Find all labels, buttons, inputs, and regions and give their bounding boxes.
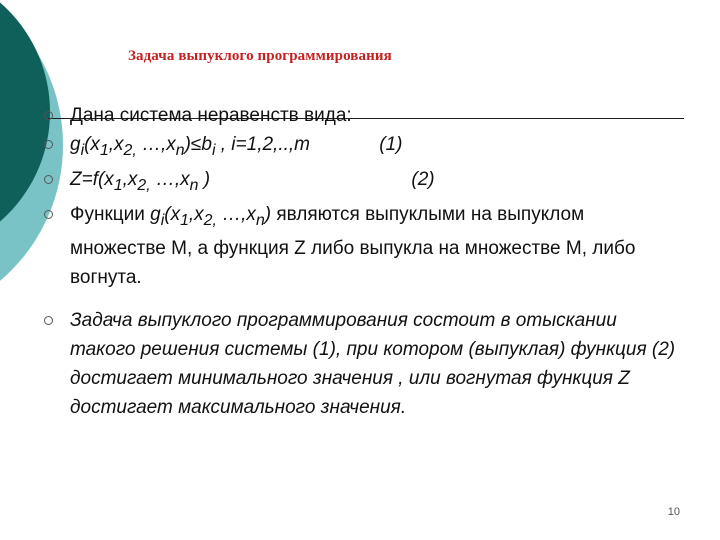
bullet-item — [44, 200, 684, 293]
equation-tag: (1) — [379, 134, 403, 155]
bullet-text: Задача выпуклого программирования состоит в отыскании такого решения системы (1), при котором (выпуклая) функция (2) достигает минимального значения , или вогнутая функция Z достигает максимального значения. — [70, 310, 676, 419]
bullet-text: Дана система неравенств вида: — [70, 105, 352, 126]
ring-bullet-icon — [44, 316, 53, 325]
inequality-formula: $g_i(x_1,x_{2,}$ $\dots,x_n)\le b_i$ , i=1,2,..,m — [70, 134, 310, 159]
page-number: 10 — [667, 506, 680, 518]
bullet-item — [44, 130, 684, 165]
ring-bullet-icon — [44, 140, 53, 149]
equation-tag: (2) — [411, 168, 435, 190]
ring-bullet-icon — [44, 210, 53, 219]
bullet-list — [44, 101, 684, 422]
ring-bullet-icon — [44, 111, 53, 120]
bullet-text: Функции $g_i(x_1,x_{2,}$ $\dots,x_n$) являются выпуклыми на выпуклом множестве М, а функция Z либо выпукла на множестве М, либо вогнута. — [70, 203, 636, 289]
ring-bullet-icon — [44, 175, 53, 184]
bullet-item — [44, 165, 684, 200]
bullet-item — [44, 101, 684, 130]
objective-formula: $Z=f(x_1,x_{2,}$ $\dots,x_n$ ) — [70, 168, 211, 194]
bullet-item — [44, 306, 684, 422]
slide-title: Задача выпуклого программирования — [128, 48, 392, 64]
